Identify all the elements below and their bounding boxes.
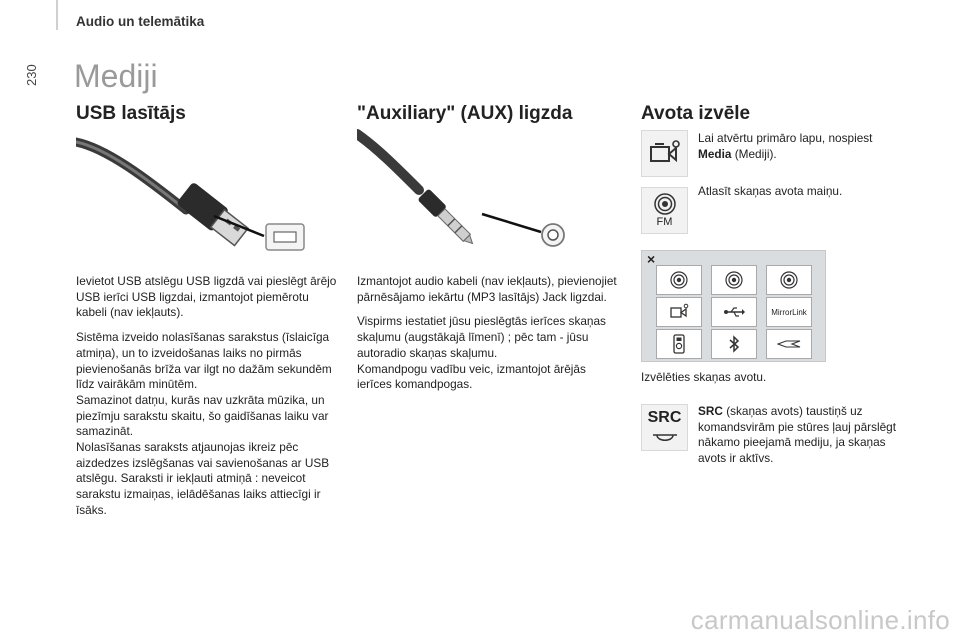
usb-section-title: USB lasītājs bbox=[76, 103, 186, 124]
source-section-title: Avota izvēle bbox=[641, 103, 751, 124]
usb-paragraph-2: Sistēma izveido nolasīšanas sarakstus (īslaicīga atmiņa), un to izveidošanas laiks no pirmās pievienošanās brīža var ilgt no dažām sekundēm līdz vairākām minūtēm. bbox=[76, 330, 332, 392]
mirrorlink-source-button[interactable] bbox=[766, 297, 812, 327]
page-title: Mediji bbox=[74, 58, 158, 94]
page-number: 230 bbox=[24, 64, 39, 86]
step1-text-bold: Media bbox=[698, 146, 732, 161]
cd-source-button[interactable] bbox=[766, 329, 812, 359]
usb-paragraph-1: Ievietot USB atslēgu USB ligzdā vai pieslēgt ārējo USB ierīci USB ligzdai, izmantojot piemērotu kabeli (nav iekļauts). bbox=[76, 274, 337, 320]
source-selection-panel bbox=[641, 250, 826, 362]
step3-text: Izvēlēties skaņas avotu. bbox=[641, 370, 767, 384]
usb-icon bbox=[723, 305, 745, 319]
fm-label: FM bbox=[656, 216, 673, 228]
radio-waves-icon bbox=[653, 192, 677, 216]
step4-text bbox=[698, 404, 908, 467]
step4-text-bold: SRC bbox=[698, 404, 723, 418]
steering-switch-icon bbox=[652, 431, 678, 445]
watermark: carmanualsonline.info bbox=[690, 605, 950, 635]
aux-section-title: "Auxiliary" (AUX) ligzda bbox=[357, 103, 573, 124]
media-symbol-icon bbox=[642, 131, 687, 176]
step1-text-pre: Lai atvērtu primāro lapu, nospiest bbox=[698, 131, 873, 145]
media-symbol-icon bbox=[668, 303, 690, 321]
fm-source-key-icon bbox=[641, 187, 688, 234]
usb-source-button[interactable] bbox=[711, 297, 757, 327]
step4-text-rest: (skaņas avots) taustiņš uz komandsvirām pie stūres ļauj pārslēgt nākamo pieejamā mediju, ja skaņas avots ir aktīvs. bbox=[698, 404, 897, 466]
radio-icon bbox=[780, 271, 798, 289]
radio-icon bbox=[725, 271, 743, 289]
aux-text-block bbox=[357, 274, 623, 393]
panel-close-icon[interactable]: × bbox=[647, 251, 656, 267]
src-label: SRC bbox=[647, 409, 682, 426]
usb-plug-illustration bbox=[76, 128, 316, 258]
radio-band-1-button[interactable] bbox=[656, 265, 702, 295]
src-key-icon bbox=[641, 404, 688, 451]
section-header: Audio un telemātika bbox=[76, 14, 205, 29]
media-key-icon bbox=[641, 130, 688, 177]
radio-band-2-button[interactable] bbox=[711, 265, 757, 295]
step2-text: Atlasīt skaņas avota maiņu. bbox=[698, 184, 843, 198]
radio-band-3-button[interactable] bbox=[766, 265, 812, 295]
step1-text bbox=[698, 131, 898, 162]
usb-paragraph-4: Nolasīšanas saraksts atjaunojas ikreiz pēc aizdedzes izslēgšanas vai savienošanas ar USB atslēgu. Saraksti ir iekļauti atmiņā : neveicot sarakstu izmaiņas, ielādēšanas laiks attiecīgi ir īsāks. bbox=[76, 440, 330, 517]
usb-paragraph-3: Samazinot datņu, kurās nav uzkrāta mūzika, un piezīmju sarakstu skaitu, šo gaidīšanas laiku var samazināt. bbox=[76, 392, 329, 439]
aux-jack-illustration bbox=[357, 128, 587, 253]
aux-paragraph-3: Komandpogu vadību veic, izmantojot ārējās ierīces komandpogas. bbox=[357, 361, 586, 392]
aux-paragraph-1: Izmantojot audio kabeli (nav iekļauts), pievienojiet pārnēsājamo iekārtu (MP3 lasītājs) Jack ligzdai. bbox=[357, 274, 617, 304]
aux-paragraph-2: Vispirms iestatiet jūsu pieslēgtās ierīces skaņas skaļumu (augstākajā līmenī) ; pēc tam - jūsu autoradio skaņas skaļumu. bbox=[357, 314, 606, 360]
aux-source-button[interactable] bbox=[656, 329, 702, 359]
portable-device-icon bbox=[672, 334, 686, 354]
mirrorlink-label: MirrorLink bbox=[771, 307, 807, 317]
bluetooth-icon bbox=[728, 335, 740, 353]
usb-text-block bbox=[76, 274, 342, 519]
bluetooth-source-button[interactable] bbox=[711, 329, 757, 359]
cd-icon bbox=[777, 338, 801, 350]
media-source-button[interactable] bbox=[656, 297, 702, 327]
radio-icon bbox=[670, 271, 688, 289]
step1-text-post: (Mediji). bbox=[731, 146, 777, 161]
header-rule bbox=[56, 0, 58, 30]
